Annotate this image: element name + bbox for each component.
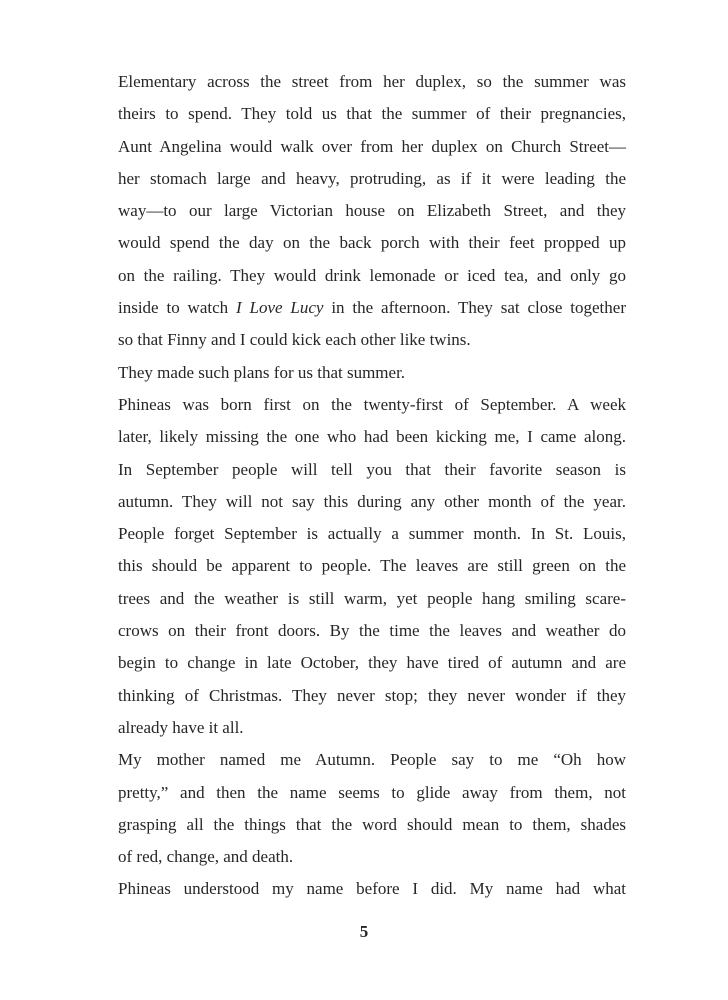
- text-line: Phineas understood my name before I did. My name had what: [118, 879, 626, 899]
- text-line: her stomach large and heavy, protruding, as if it were leading the: [118, 168, 626, 188]
- text-line: would spend the day on the back porch with their feet propped up: [118, 233, 626, 253]
- body-text: [118, 66, 626, 906]
- text-line: In September people will tell you that their favorite season is: [118, 459, 626, 479]
- text-line: trees and the weather is still warm, yet people hang smiling scare-: [118, 588, 626, 608]
- page-number: 5: [359, 922, 369, 941]
- text-line: Aunt Angelina would walk over from her duplex on Church Street—: [118, 136, 626, 156]
- text-line: My mother named me Autumn. People say to me “Oh how: [118, 750, 626, 770]
- text-line: People forget September is actually a summer month. In St. Louis,: [118, 524, 626, 544]
- text-line: on the railing. They would drink lemonade or iced tea, and only go: [118, 265, 626, 285]
- text-line: grasping all the things that the word should mean to them, shades: [118, 814, 626, 834]
- text-line: They made such plans for us that summer.: [118, 362, 406, 382]
- text-line: crows on their front doors. By the time the leaves and weather do: [118, 621, 626, 641]
- show-title: I Love Lucy: [236, 298, 324, 318]
- text-segment: inside to watch: [118, 298, 236, 318]
- text-segment: in the afternoon. They sat close together: [323, 298, 626, 318]
- text-line: later, likely missing the one who had been kicking me, I came along.: [118, 427, 626, 447]
- text-line: begin to change in late October, they have tired of autumn and are: [118, 653, 626, 673]
- text-line: way—to our large Victorian house on Elizabeth Street, and they: [118, 201, 626, 221]
- text-line: Phineas was born first on the twenty-first of September. A week: [118, 394, 626, 414]
- text-line: thinking of Christmas. They never stop; they never wonder if they: [118, 685, 626, 705]
- text-line: [118, 292, 626, 324]
- text-line: pretty,” and then the name seems to glide away from them, not: [118, 782, 626, 802]
- text-line: this should be apparent to people. The leaves are still green on the: [118, 556, 626, 576]
- text-line: Elementary across the street from her duplex, so the summer was: [118, 72, 626, 91]
- text-line: of red, change, and death.: [118, 847, 294, 867]
- text-line: autumn. They will not say this during any other month of the year.: [118, 491, 626, 511]
- text-line: theirs to spend. They told us that the summer of their pregnancies,: [118, 104, 626, 124]
- text-line: so that Finny and I could kick each other like twins.: [118, 330, 471, 350]
- text-line: already have it all.: [118, 717, 244, 737]
